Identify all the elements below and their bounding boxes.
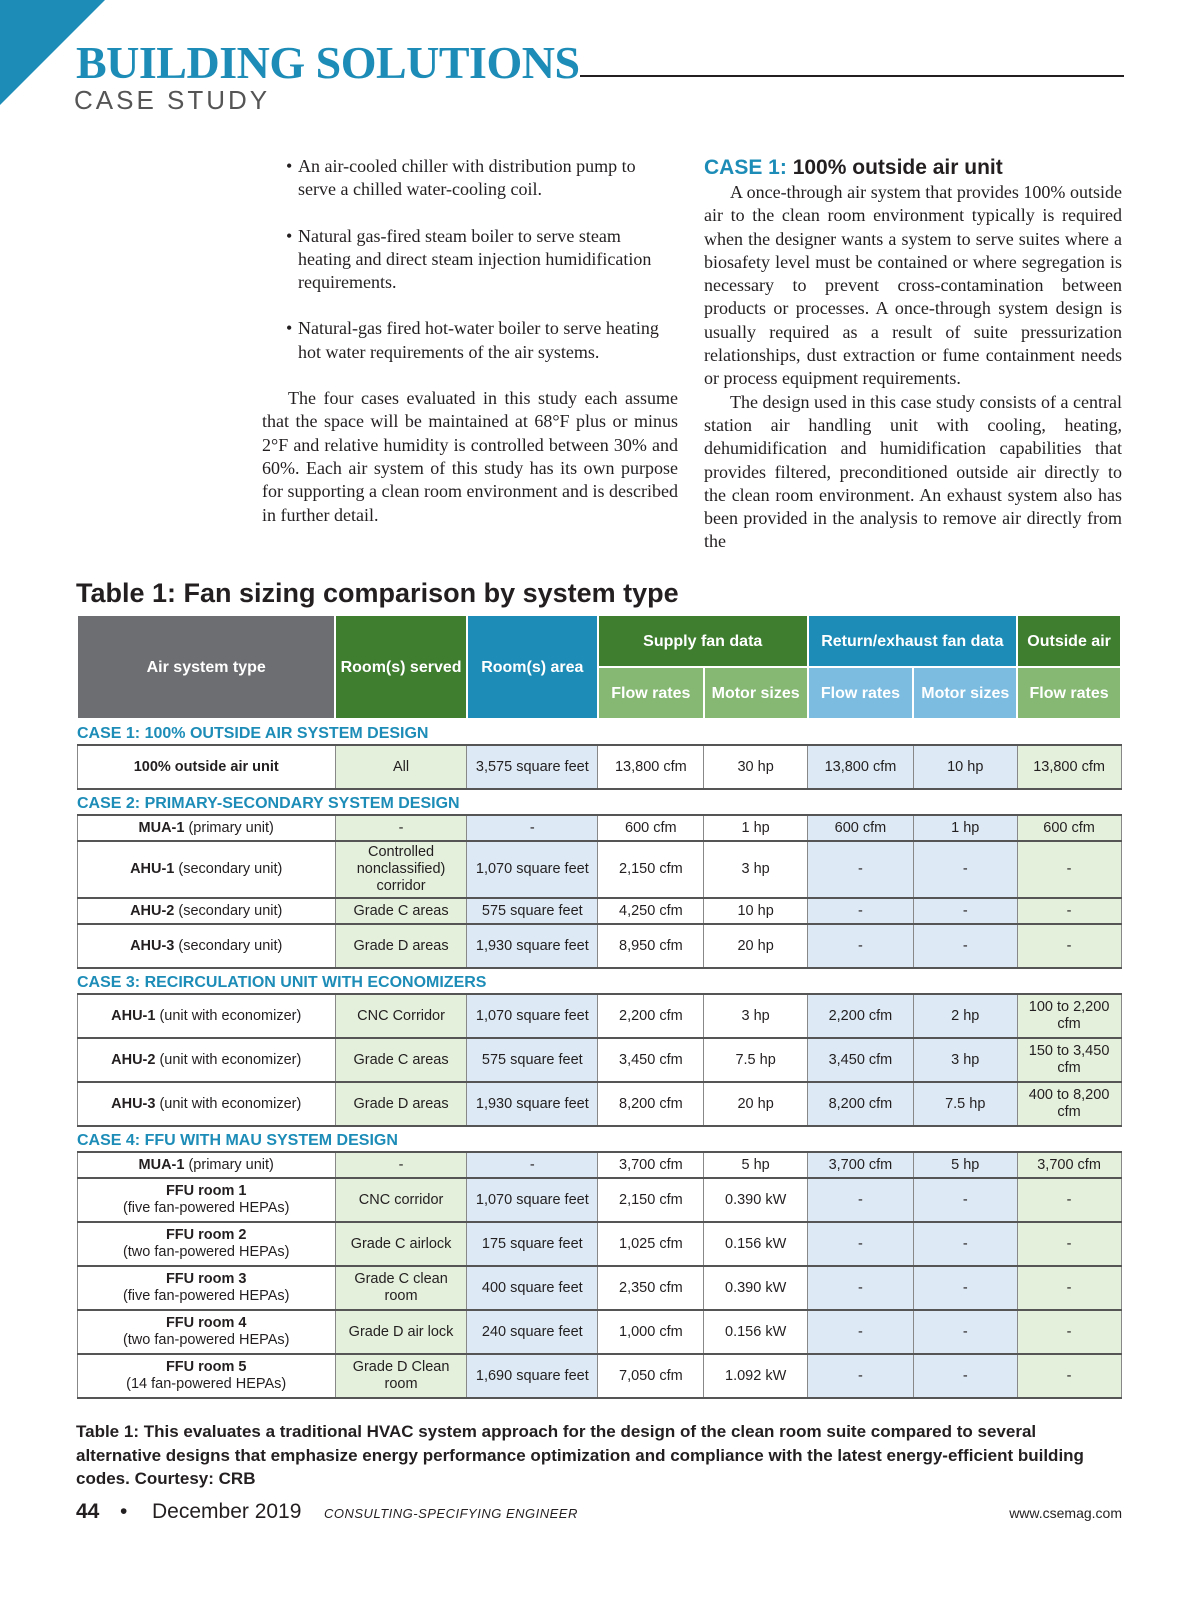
bullet-text: Natural-gas fired hot-water boiler to serve heating hot water requirements of the air systems. <box>298 318 659 362</box>
cell-supply-motor: 20 hp <box>704 924 808 968</box>
cell-outside-air: - <box>1017 898 1121 924</box>
cell-supply-flow: 8,950 cfm <box>598 924 704 968</box>
cell-rooms-area: 175 square feet <box>467 1222 598 1266</box>
system-description: (five fan-powered HEPAs) <box>122 1288 290 1304</box>
fan-sizing-table <box>76 614 1122 1399</box>
case-section-title: CASE 3: RECIRCULATION UNIT WITH ECONOMIZERS <box>77 968 1121 994</box>
cell-rooms-area: 400 square feet <box>467 1266 598 1310</box>
header-supply-fan-data: Supply fan data <box>598 615 808 667</box>
bullet-text: Natural gas-fired steam boiler to serve steam heating and direct steam injection humidification requirements. <box>298 225 652 293</box>
header-return-exhaust-fan-data: Return/exhaust fan data <box>808 615 1018 667</box>
cell-supply-motor: 0.156 kW <box>704 1310 808 1354</box>
cell-return-flow: - <box>808 1310 914 1354</box>
cell-return-flow: 3,450 cfm <box>808 1038 914 1082</box>
cell-return-motor: - <box>913 1178 1017 1222</box>
system-description: (primary unit) <box>184 1156 274 1173</box>
cell-return-flow: - <box>808 1266 914 1310</box>
header-rooms-served: Room(s) served <box>335 615 466 719</box>
cell-supply-motor: 5 hp <box>704 1152 808 1178</box>
cell-rooms-area: 1,070 square feet <box>467 1178 598 1222</box>
body-paragraph: The four cases evaluated in this study each assume that the space will be maintained at 68°F plus or minus 2°F and relative humidity is controlled between 30% and 60%. Each air system of this study has its own purpose for supporting a clean room environment and is described in further detail. <box>262 388 678 525</box>
cell-return-motor: 5 hp <box>913 1152 1017 1178</box>
table-row <box>77 1178 1121 1222</box>
table-row <box>77 924 1121 968</box>
table-row <box>77 1222 1121 1266</box>
cell-rooms-served: Grade C clean room <box>335 1266 466 1310</box>
system-description: (secondary unit) <box>174 902 283 919</box>
cell-air-system <box>77 1222 335 1266</box>
cell-rooms-served: All <box>335 745 466 789</box>
body-paragraph: The design used in this case study consists of a central station air handling unit with cooling, heating, dehumidification and humidification capabilities that provides filtered, preconditioned outside air directly to the clean room environment. An exhaust system also has been provided in the analysis to remove air directly from the <box>704 391 1122 552</box>
cell-rooms-served: CNC Corridor <box>335 994 466 1038</box>
cell-return-motor: - <box>913 898 1017 924</box>
cell-rooms-served: Grade C areas <box>335 898 466 924</box>
cell-supply-motor: 0.390 kW <box>704 1266 808 1310</box>
cell-supply-flow: 2,150 cfm <box>598 1178 704 1222</box>
magazine-name: CONSULTING-SPECIFYING ENGINEER <box>324 1506 578 1521</box>
page-footer <box>76 1500 1122 1530</box>
header-air-system-type: Air system type <box>77 615 335 719</box>
cell-rooms-area: 575 square feet <box>467 898 598 924</box>
cell-supply-flow: 2,150 cfm <box>598 841 704 898</box>
cell-rooms-served: Controlled nonclassified) corridor <box>335 841 466 898</box>
cell-air-system <box>77 1310 335 1354</box>
header-outside-air: Outside air <box>1017 615 1121 667</box>
cell-air-system <box>77 924 335 968</box>
cell-air-system <box>77 1266 335 1310</box>
table-row <box>77 898 1121 924</box>
cell-outside-air: - <box>1017 924 1121 968</box>
cell-air-system <box>77 815 335 841</box>
system-name: 100% outside air unit <box>133 758 279 775</box>
system-name: AHU-1 <box>111 1007 156 1024</box>
cell-air-system <box>77 1178 335 1222</box>
cell-air-system <box>77 1038 335 1082</box>
cell-return-motor: 2 hp <box>913 994 1017 1038</box>
cell-return-flow: - <box>808 1178 914 1222</box>
table-row <box>77 994 1121 1038</box>
cell-rooms-served: - <box>335 1152 466 1178</box>
cell-air-system <box>77 1082 335 1126</box>
right-column <box>704 155 1122 554</box>
cell-air-system <box>77 994 335 1038</box>
system-name: MUA-1 <box>138 1156 185 1173</box>
system-description: (two fan-powered HEPAs) <box>122 1332 290 1348</box>
table-row <box>77 1152 1121 1178</box>
system-description: (unit with economizer) <box>155 1095 302 1112</box>
cell-return-motor: 7.5 hp <box>913 1082 1017 1126</box>
cell-outside-air: - <box>1017 1310 1121 1354</box>
table-row <box>77 1266 1121 1310</box>
cell-supply-motor: 0.390 kW <box>704 1178 808 1222</box>
cell-return-motor: 1 hp <box>913 815 1017 841</box>
cell-outside-air: - <box>1017 841 1121 898</box>
cell-supply-motor: 3 hp <box>704 841 808 898</box>
header-outside-flow-rates: Flow rates <box>1017 667 1121 719</box>
cell-rooms-served: Grade D Clean room <box>335 1354 466 1398</box>
cell-return-motor: 10 hp <box>913 745 1017 789</box>
footer-separator: • <box>120 1500 128 1523</box>
cell-return-motor: - <box>913 1310 1017 1354</box>
cell-return-flow: 13,800 cfm <box>808 745 914 789</box>
system-description: (secondary unit) <box>174 861 283 877</box>
cell-supply-motor: 7.5 hp <box>704 1038 808 1082</box>
system-name: MUA-1 <box>138 819 185 836</box>
cell-supply-flow: 600 cfm <box>598 815 704 841</box>
cell-supply-motor: 30 hp <box>704 745 808 789</box>
header-return-motor-sizes: Motor sizes <box>913 667 1017 719</box>
table-row <box>77 745 1121 789</box>
table-row <box>77 841 1121 898</box>
system-name: AHU-1 <box>130 861 175 877</box>
cell-air-system <box>77 1152 335 1178</box>
section-title: BUILDING SOLUTIONS <box>76 37 580 88</box>
cell-supply-motor: 20 hp <box>704 1082 808 1126</box>
cell-return-flow: 600 cfm <box>808 815 914 841</box>
cell-supply-flow: 2,200 cfm <box>598 994 704 1038</box>
cell-outside-air: - <box>1017 1266 1121 1310</box>
section-subtitle: CASE STUDY <box>74 85 271 115</box>
cell-rooms-area: 1,930 square feet <box>467 924 598 968</box>
case-section-title: CASE 2: PRIMARY-SECONDARY SYSTEM DESIGN <box>77 789 1121 815</box>
cell-supply-motor: 1 hp <box>704 815 808 841</box>
header-supply-motor-sizes: Motor sizes <box>704 667 808 719</box>
cell-outside-air: 400 to 8,200 cfm <box>1017 1082 1121 1126</box>
cell-return-motor: - <box>913 1222 1017 1266</box>
cell-return-flow: - <box>808 841 914 898</box>
table-row <box>77 1310 1121 1354</box>
cell-outside-air: 600 cfm <box>1017 815 1121 841</box>
system-name: FFU room 3 <box>165 1271 247 1287</box>
system-description: (unit with economizer) <box>155 1007 302 1024</box>
table-row <box>77 1354 1121 1398</box>
system-name: FFU room 4 <box>165 1315 247 1331</box>
cell-outside-air: 13,800 cfm <box>1017 745 1121 789</box>
cell-return-flow: - <box>808 1354 914 1398</box>
left-column <box>262 155 678 527</box>
cell-rooms-area: - <box>467 1152 598 1178</box>
system-name: AHU-2 <box>111 1051 156 1068</box>
cell-rooms-area: 1,070 square feet <box>467 994 598 1038</box>
cell-return-motor: 3 hp <box>913 1038 1017 1082</box>
cell-return-motor: - <box>913 1266 1017 1310</box>
system-name: FFU room 1 <box>165 1183 247 1199</box>
bullet-item: • An air-cooled chiller with distribution pump to serve a chilled water-cooling coil. <box>286 155 678 202</box>
case-section-header <box>77 1126 1121 1152</box>
cell-supply-flow: 3,700 cfm <box>598 1152 704 1178</box>
cell-rooms-area: 1,070 square feet <box>467 841 598 898</box>
case-heading <box>704 155 1122 181</box>
case-section-header <box>77 719 1121 745</box>
table-row <box>77 1038 1121 1082</box>
bullet-item: • Natural-gas fired hot-water boiler to serve heating hot water requirements of the air systems. <box>286 317 678 364</box>
cell-air-system <box>77 745 335 789</box>
cell-rooms-served: - <box>335 815 466 841</box>
cell-rooms-area: 1,930 square feet <box>467 1082 598 1126</box>
cell-supply-flow: 4,250 cfm <box>598 898 704 924</box>
case-section-header <box>77 968 1121 994</box>
case-section-title: CASE 1: 100% OUTSIDE AIR SYSTEM DESIGN <box>77 719 1121 745</box>
cell-rooms-area: 3,575 square feet <box>467 745 598 789</box>
system-description: (unit with economizer) <box>155 1051 302 1068</box>
system-description: (two fan-powered HEPAs) <box>122 1244 290 1260</box>
system-description: (secondary unit) <box>174 937 283 954</box>
page-number: 44 <box>76 1500 100 1523</box>
case-heading-text: 100% outside air unit <box>792 156 1003 179</box>
system-description: (primary unit) <box>184 819 274 836</box>
cell-supply-motor: 1.092 kW <box>704 1354 808 1398</box>
cell-outside-air: - <box>1017 1222 1121 1266</box>
system-description: (14 fan-powered HEPAs) <box>126 1376 287 1392</box>
cell-rooms-area: 240 square feet <box>467 1310 598 1354</box>
cell-rooms-served: CNC corridor <box>335 1178 466 1222</box>
cell-rooms-served: Grade C areas <box>335 1038 466 1082</box>
cell-rooms-served: Grade D areas <box>335 1082 466 1126</box>
cell-rooms-served: Grade C airlock <box>335 1222 466 1266</box>
cell-return-flow: 3,700 cfm <box>808 1152 914 1178</box>
system-name: FFU room 5 <box>165 1359 247 1375</box>
cell-rooms-served: Grade D air lock <box>335 1310 466 1354</box>
cell-rooms-area: - <box>467 815 598 841</box>
cell-air-system <box>77 898 335 924</box>
header-return-flow-rates: Flow rates <box>808 667 914 719</box>
cell-air-system <box>77 841 335 898</box>
case-heading-label: CASE 1: <box>704 156 787 179</box>
system-name: AHU-3 <box>111 1095 156 1112</box>
cell-supply-flow: 13,800 cfm <box>598 745 704 789</box>
bullet-item: • Natural gas-fired steam boiler to serve steam heating and direct steam injection humidification requirements. <box>286 225 678 295</box>
cell-return-flow: - <box>808 1222 914 1266</box>
system-name: AHU-2 <box>130 902 175 919</box>
cell-return-motor: - <box>913 1354 1017 1398</box>
case-section-title: CASE 4: FFU WITH MAU SYSTEM DESIGN <box>77 1126 1121 1152</box>
case-section-header <box>77 789 1121 815</box>
cell-rooms-area: 1,690 square feet <box>467 1354 598 1398</box>
cell-supply-flow: 1,000 cfm <box>598 1310 704 1354</box>
cell-supply-motor: 10 hp <box>704 898 808 924</box>
table-title: Table 1: Fan sizing comparison by system type <box>76 578 679 608</box>
cell-return-flow: 2,200 cfm <box>808 994 914 1038</box>
cell-outside-air: - <box>1017 1354 1121 1398</box>
body-paragraph: A once-through air system that provides 100% outside air to the clean room environment typically is required when the designer wants a system to serve suites where a biosafety level must be contained or where segregation is necessary to prevent cross-contamination between products or processes. A once-through system design is usually required as a result of suite pressurization relationships, dust extraction or fume containment needs or process equipment requirements. <box>704 182 1122 389</box>
cell-supply-flow: 3,450 cfm <box>598 1038 704 1082</box>
header-rooms-area: Room(s) area <box>467 615 598 719</box>
cell-outside-air: 3,700 cfm <box>1017 1152 1121 1178</box>
cell-outside-air: 100 to 2,200 cfm <box>1017 994 1121 1038</box>
issue-date: December 2019 <box>152 1500 302 1523</box>
cell-return-motor: - <box>913 841 1017 898</box>
cell-supply-flow: 1,025 cfm <box>598 1222 704 1266</box>
cell-supply-flow: 8,200 cfm <box>598 1082 704 1126</box>
cell-return-flow: - <box>808 924 914 968</box>
table-row <box>77 1082 1121 1126</box>
bullet-text: An air-cooled chiller with distribution pump to serve a chilled water-cooling coil. <box>298 156 636 200</box>
cell-rooms-served: Grade D areas <box>335 924 466 968</box>
cell-supply-flow: 7,050 cfm <box>598 1354 704 1398</box>
cell-return-flow: - <box>808 898 914 924</box>
cell-return-motor: - <box>913 924 1017 968</box>
header-rule <box>580 75 1124 77</box>
system-description: (five fan-powered HEPAs) <box>122 1200 290 1216</box>
cell-outside-air: - <box>1017 1178 1121 1222</box>
website-link[interactable]: www.csemag.com <box>1009 1505 1122 1521</box>
table-caption: Table 1: This evaluates a traditional HVAC system approach for the design of the clean room suite compared to several alternative designs that emphasize energy performance optimization and compliance with the latest energy-efficient building codes. Courtesy: CRB <box>76 1422 1084 1488</box>
system-name: AHU-3 <box>130 937 175 954</box>
cell-supply-motor: 3 hp <box>704 994 808 1038</box>
cell-supply-flow: 2,350 cfm <box>598 1266 704 1310</box>
cell-return-flow: 8,200 cfm <box>808 1082 914 1126</box>
cell-rooms-area: 575 square feet <box>467 1038 598 1082</box>
header-supply-flow-rates: Flow rates <box>598 667 704 719</box>
system-name: FFU room 2 <box>165 1227 247 1243</box>
cell-supply-motor: 0.156 kW <box>704 1222 808 1266</box>
table-row <box>77 815 1121 841</box>
cell-outside-air: 150 to 3,450 cfm <box>1017 1038 1121 1082</box>
cell-air-system <box>77 1354 335 1398</box>
